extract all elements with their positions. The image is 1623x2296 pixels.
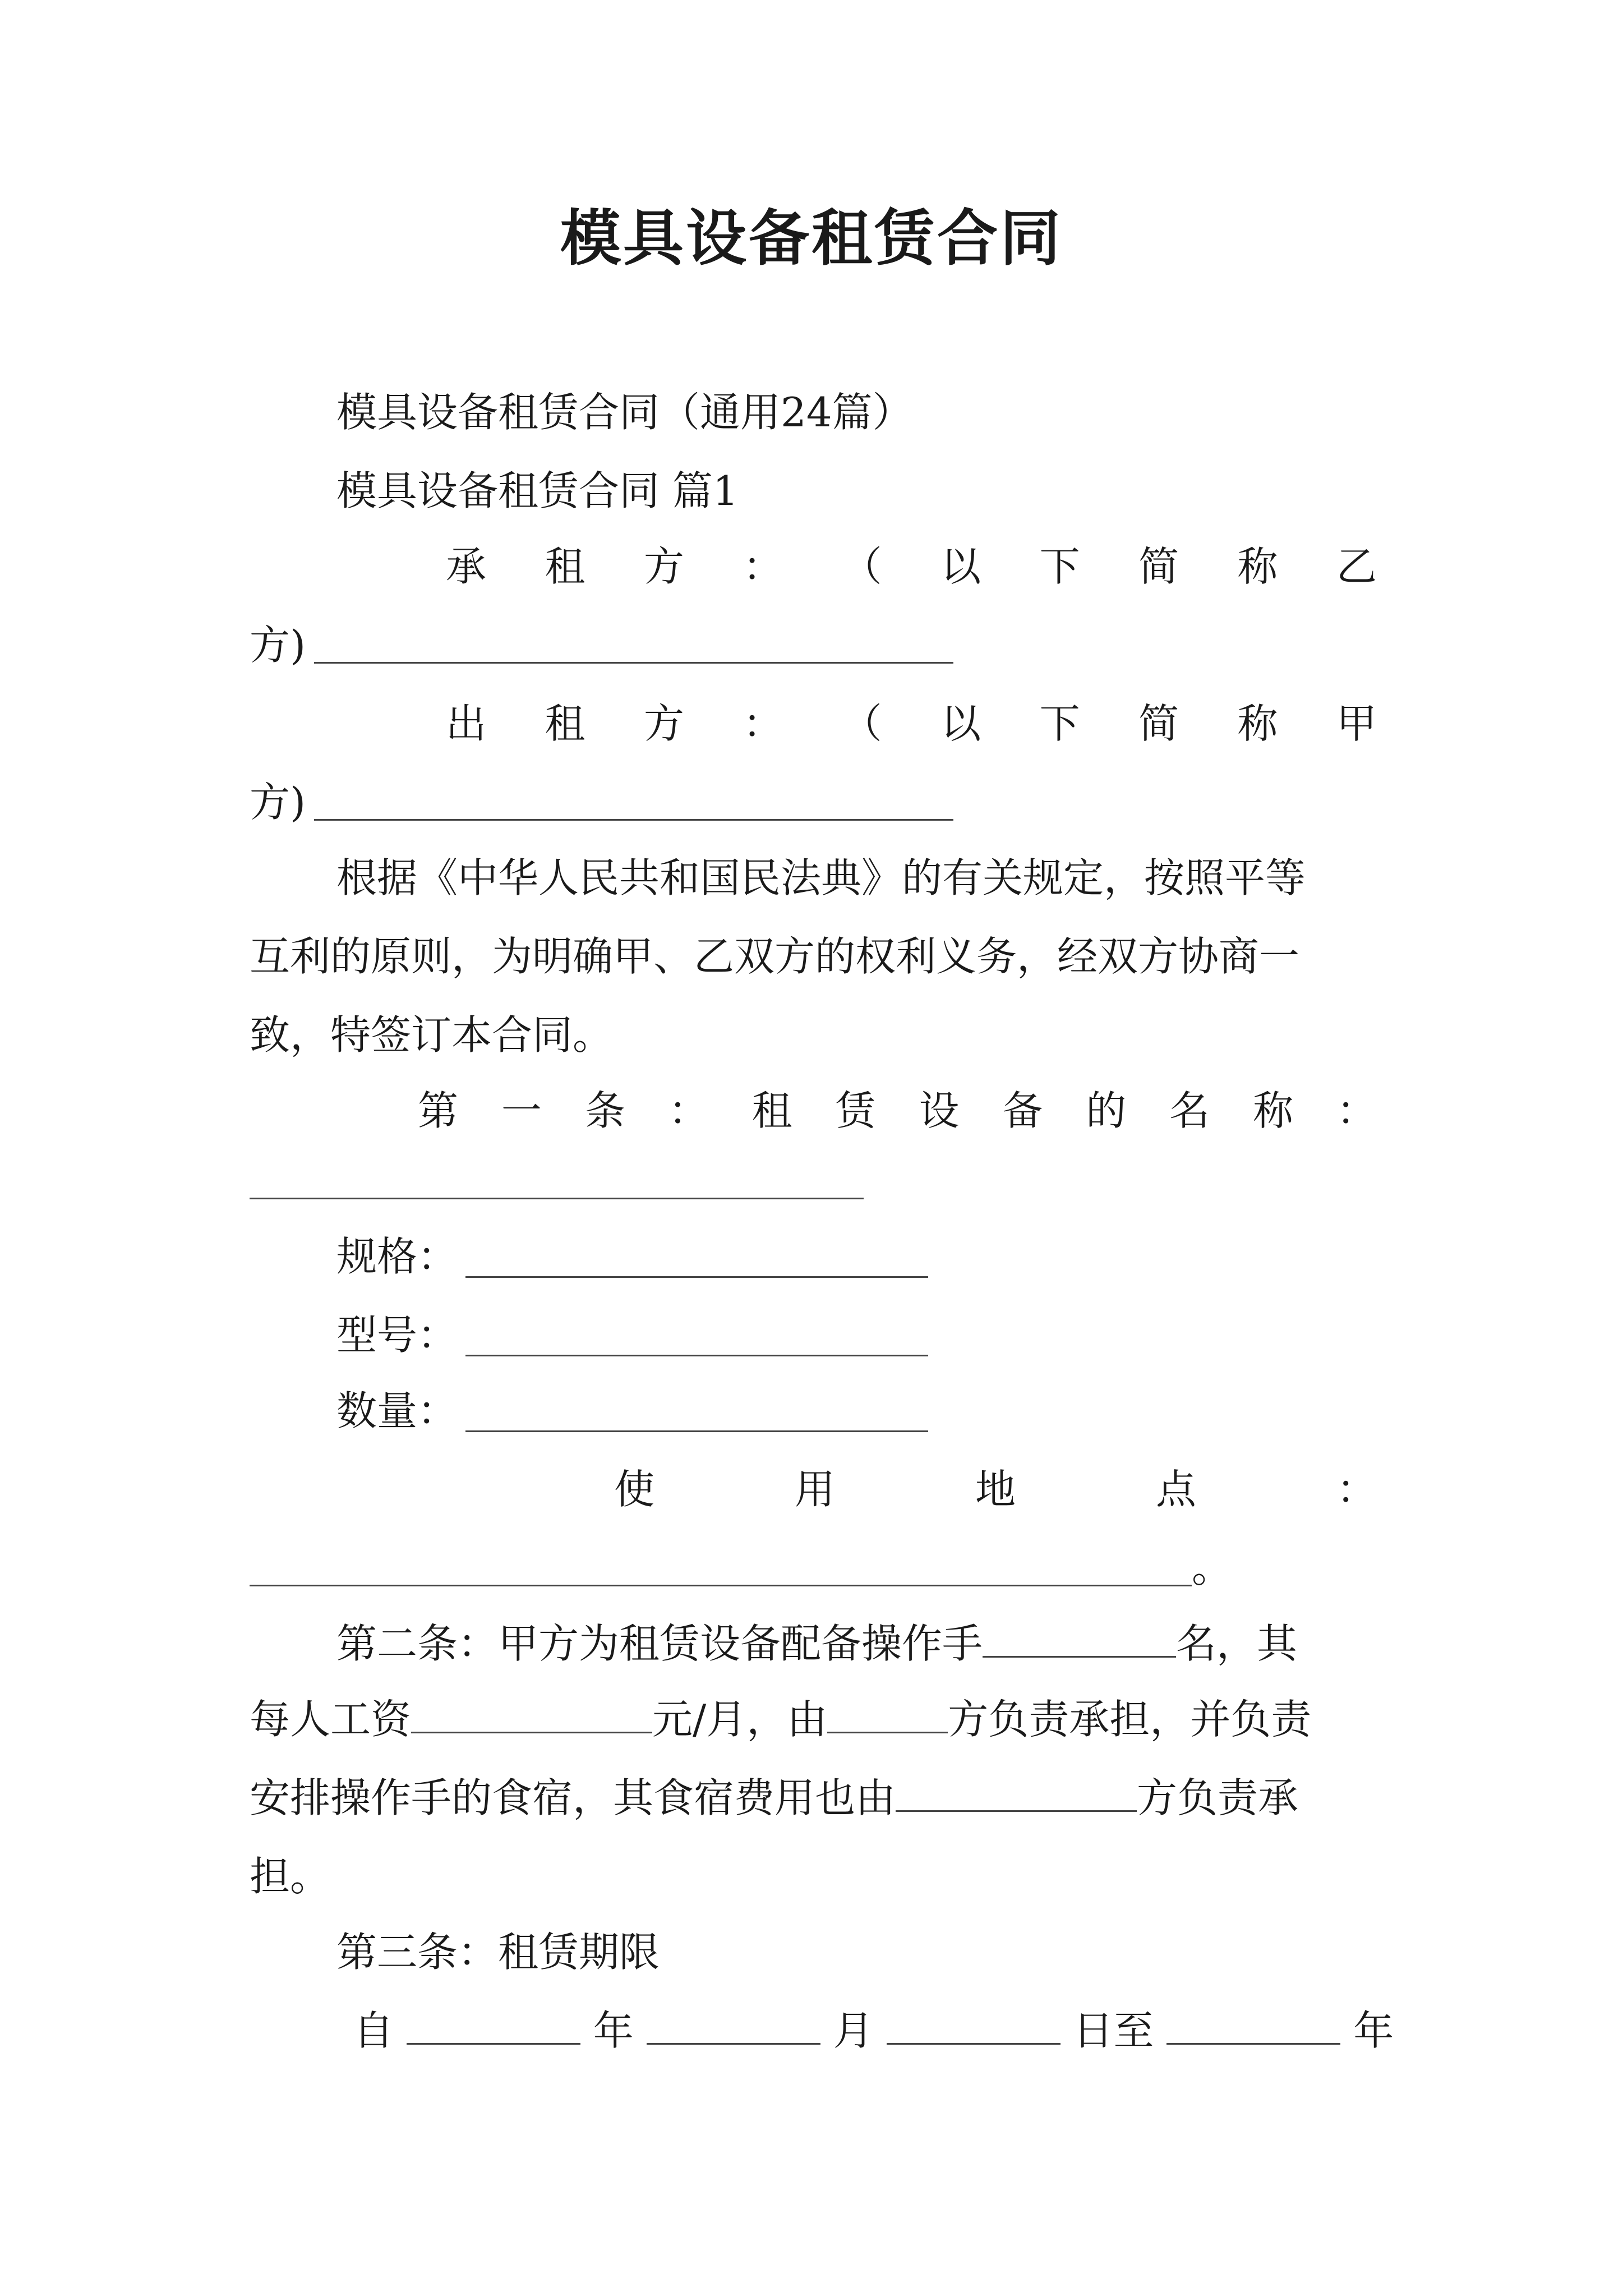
wage-blank (411, 1698, 652, 1733)
location-label-row (614, 1461, 1377, 1517)
article3-text: 年 (1353, 2007, 1394, 2054)
lessee-char: 租 (545, 543, 585, 590)
boarding-party-blank (896, 1777, 1137, 1812)
location-char: 使 (614, 1466, 655, 1513)
article2-text: 方负责承担，并负责 (948, 1696, 1312, 1743)
location-char: 地 (975, 1466, 1016, 1513)
article2-text: 名，其 (1176, 1620, 1298, 1667)
quantity-blank (465, 1430, 928, 1432)
end-year-blank (1166, 2009, 1340, 2045)
lessor-tail: 方) (250, 779, 306, 826)
preamble-line: 致，特签订本合同。 (250, 1011, 614, 1059)
location-char: 点 (1155, 1466, 1196, 1513)
wage-party-blank (827, 1698, 948, 1733)
lessee-char: 乙 (1336, 543, 1377, 590)
lessor-blank (314, 819, 953, 821)
lessee-char: 以 (940, 543, 981, 590)
start-month-blank (647, 2009, 820, 2045)
lessor-char: 租 (545, 700, 585, 747)
article3-term-line (353, 2003, 1394, 2059)
location-char: 用 (794, 1466, 835, 1513)
location-end: 。 (1192, 1544, 1233, 1591)
lessee-char: 简 (1138, 543, 1179, 590)
lessor-char: （ (841, 700, 882, 747)
article2-line (250, 1770, 1298, 1826)
lessee-char: 承 (446, 543, 487, 590)
article2-line (336, 1616, 1297, 1672)
article2-text: 第二条：甲方为租赁设备配备操作手 (336, 1620, 983, 1667)
lessor-char: 甲 (1336, 700, 1377, 747)
preamble-line: 根据《中华人民共和国民法典》的有关规定，按照平等 (336, 854, 1306, 901)
start-year-blank (407, 2009, 580, 2045)
lessor-char: ： (743, 700, 783, 747)
part-heading: 模具设备租赁合同 篇1 (336, 467, 739, 514)
article1-char: 赁 (835, 1087, 876, 1134)
article3-text: 日至 (1073, 2007, 1154, 2054)
article1-char: 条 (584, 1087, 625, 1134)
article1-char: 租 (751, 1087, 792, 1134)
model-blank (465, 1355, 928, 1356)
lessee-tail: 方) (250, 622, 306, 669)
article1-char: 备 (1002, 1087, 1043, 1134)
lessee-char: ： (743, 543, 783, 590)
lessor-char: 出 (446, 700, 487, 747)
location-char: ： (1336, 1466, 1377, 1513)
article1-char: 的 (1086, 1087, 1127, 1134)
article3-heading: 第三条：租赁期限 (336, 1929, 660, 1976)
lessor-char: 方 (643, 700, 684, 747)
model-label: 型号： (336, 1312, 458, 1359)
article3-text: 年 (593, 2007, 634, 2054)
article2-text: 每人工资 (250, 1696, 412, 1743)
spec-label: 规格： (336, 1233, 458, 1280)
lessee-char: 下 (1039, 543, 1080, 590)
article2-line (250, 1691, 1311, 1747)
preamble-line: 互利的原则，为明确甲、乙双方的权利义务，经双方协商一 (250, 933, 1300, 980)
lessor-char: 下 (1039, 700, 1080, 747)
article1-char: 名 (1169, 1087, 1210, 1134)
article1-char: 称 (1253, 1087, 1294, 1134)
article1-heading-row (418, 1083, 1377, 1139)
start-day-blank (887, 2009, 1061, 2045)
quantity-label: 数量： (336, 1387, 458, 1434)
subtitle: 模具设备租赁合同（通用24篇） (336, 389, 913, 436)
location-blank (250, 1585, 1192, 1586)
lessee-char: 称 (1237, 543, 1278, 590)
article2-text: 方负责承 (1137, 1774, 1299, 1821)
lessor-label-row (446, 696, 1377, 752)
spec-blank (465, 1276, 928, 1278)
lessor-char: 称 (1237, 700, 1278, 747)
article3-text: 月 (833, 2007, 874, 2054)
lessee-label-row (446, 539, 1377, 595)
article1-char: 第 (418, 1087, 459, 1134)
lessor-char: 简 (1138, 700, 1179, 747)
article2-text: 安排操作手的食宿，其食宿费用也由 (250, 1774, 896, 1821)
lessee-char: （ (841, 543, 882, 590)
article1-char: ： (1336, 1087, 1377, 1134)
operator-count-blank (983, 1622, 1176, 1658)
article2-text: 元/月，由 (652, 1696, 828, 1743)
lessor-char: 以 (940, 700, 981, 747)
lessee-blank (314, 662, 953, 664)
article1-char: ： (668, 1087, 709, 1134)
article3-text: 自 (353, 2007, 394, 2054)
lessee-char: 方 (643, 543, 684, 590)
article2-line: 担。 (250, 1853, 331, 1900)
document-title: 模具设备租赁合同 (560, 203, 1063, 274)
article1-char: 一 (501, 1087, 542, 1134)
equipment-name-blank (250, 1198, 864, 1199)
article1-char: 设 (919, 1087, 960, 1134)
